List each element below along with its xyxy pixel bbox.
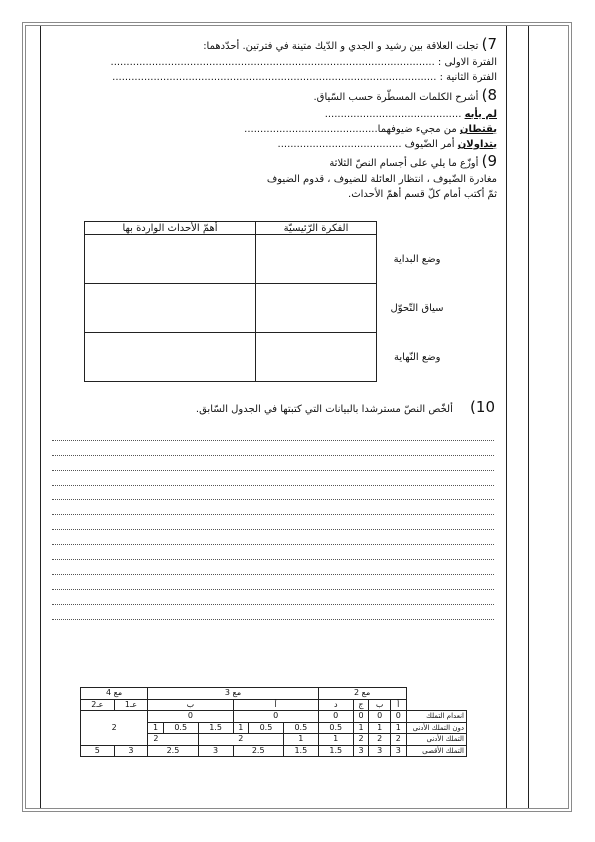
idea-cell[interactable] xyxy=(256,333,377,382)
grade-cell: 2.5 xyxy=(148,745,198,757)
grade-cell: 0 xyxy=(233,711,318,723)
q7-prompt xyxy=(203,35,497,53)
grade-cell: 0.5 xyxy=(249,722,284,734)
sub-label: د xyxy=(318,699,353,711)
q9-line-3: ثمّ أكتب أمام كلّ قسم أهمّ الأحداث. xyxy=(348,189,497,200)
grading-table xyxy=(80,687,467,757)
q8-word-2: يقتطان xyxy=(459,124,497,135)
row-label: وضع النّهاية xyxy=(394,351,441,363)
grade-cell: 0 xyxy=(148,711,233,723)
q8-item-1[interactable] xyxy=(325,109,497,121)
events-cell[interactable] xyxy=(85,235,256,284)
grade-cell: 0.5 xyxy=(163,722,198,734)
q8-word-1: لم يأبه xyxy=(464,109,497,120)
criterion-label: التملك الأقصى xyxy=(406,745,467,757)
row-label: سياق التّحوّل xyxy=(390,302,444,314)
grade-cell: 3 xyxy=(353,745,369,757)
q9-line-2: مغادرة الضّيوف ، انتظار العائلة للضيوف ، قدوم الضيوف xyxy=(266,174,497,185)
sub-label: أ xyxy=(391,699,406,711)
grade-cell: 2 xyxy=(353,734,369,746)
table-row xyxy=(81,745,467,757)
criterion-label: انعدام التملك xyxy=(406,711,467,723)
table-row xyxy=(85,284,458,333)
q7-text: تجلت العلاقة بين رشيد و الجدي و الدّيك متينة في فترتين. أحدّدهما: xyxy=(203,41,479,52)
criterion-label: دون التملك الأدنى xyxy=(406,722,467,734)
grade-cell: 0 xyxy=(353,711,369,723)
q9-text: أوزّع ما يلي على أجسام النصّ الثلاثة xyxy=(329,158,479,169)
q10-prompt xyxy=(195,398,495,416)
grade-cell: 1 xyxy=(318,734,353,746)
q8-rest-1: ........................................... xyxy=(324,109,462,120)
table-row xyxy=(81,711,467,723)
grade-cell: 0.5 xyxy=(283,722,318,734)
grade-cell: 1 xyxy=(233,722,248,734)
q8-item-2[interactable] xyxy=(244,124,497,136)
grade-num: 3 xyxy=(391,745,406,757)
grade-cell: 1.5 xyxy=(283,745,318,757)
outer-margin-line xyxy=(528,26,529,808)
grade-cell: 0 xyxy=(318,711,353,723)
q7-line-2[interactable]: الفترة الثانية : ...................................................................................................... xyxy=(112,72,497,83)
q9-prompt xyxy=(329,152,497,170)
grade-cell: 3 xyxy=(198,745,233,757)
idea-cell[interactable] xyxy=(256,235,377,284)
grade-cell: 0 xyxy=(369,711,391,723)
q8-rest-3: أمر الضّيوف ....................................... xyxy=(277,139,455,150)
q7-line-1[interactable]: الفترة الاولى : ...................................................................................................... xyxy=(110,57,497,68)
col-events: أهمّ الأحداث الواردة بها xyxy=(85,222,256,235)
col-idea: الفكرة الرّئيسيّة xyxy=(256,222,377,235)
group-label: مع 2 xyxy=(318,688,406,700)
group-label: مع 3 xyxy=(148,688,319,700)
grade-cell: 1 xyxy=(283,734,318,746)
right-margin-line xyxy=(506,26,507,808)
table-row xyxy=(85,333,458,382)
grade-cell: 2.5 xyxy=(233,745,283,757)
group-label: مع 4 xyxy=(81,688,148,700)
sub-label: ب xyxy=(369,699,391,711)
corner-empty xyxy=(377,222,458,235)
grade-cell: 3 xyxy=(114,745,148,757)
idea-cell[interactable] xyxy=(256,284,377,333)
summary-lines[interactable] xyxy=(52,426,494,620)
grade-num: 0 xyxy=(391,711,406,723)
q9-number: 9) xyxy=(481,152,497,170)
grade-cell: 0.5 xyxy=(318,722,353,734)
grade-cell: 2 xyxy=(369,734,391,746)
grade-cell: 5 xyxy=(81,745,115,757)
sub-label: عـ2 xyxy=(81,699,115,711)
q8-rest-2: من مجيء ضيوفهما.......................................... xyxy=(244,124,457,135)
q8-word-3: يتداولان xyxy=(457,139,497,150)
criterion-label: التملك الأدنى xyxy=(406,734,467,746)
sub-label: ج xyxy=(353,699,369,711)
q10-number: 10) xyxy=(470,398,495,416)
grade-cell: 3 xyxy=(369,745,391,757)
q7-number: 7) xyxy=(481,35,497,53)
q10-text: ألخّص النصّ مسترشدا بالبيانات التي كتبتها في الجدول السّابق. xyxy=(195,404,453,415)
grade-cell: 2 xyxy=(81,711,148,746)
grade-cell: 1.5 xyxy=(318,745,353,757)
table-row xyxy=(85,235,458,284)
events-cell[interactable] xyxy=(85,333,256,382)
grade-cell: 2 xyxy=(114,734,198,746)
grade-cell: 2 xyxy=(198,734,283,746)
sub-label: عـ1 xyxy=(114,699,148,711)
sub-label: أ xyxy=(233,699,318,711)
events-cell[interactable] xyxy=(85,284,256,333)
grade-num: 1 xyxy=(391,722,406,734)
left-margin-line xyxy=(40,26,41,808)
table-row xyxy=(81,734,467,746)
grade-cell: 1.5 xyxy=(198,722,233,734)
grade-num: 2 xyxy=(391,734,406,746)
q8-text: أشرح الكلمات المسطّرة حسب السّياق. xyxy=(313,92,479,103)
grade-cell: 1 xyxy=(148,722,163,734)
grade-cell: 1 xyxy=(369,722,391,734)
sub-label: ب xyxy=(148,699,233,711)
events-table xyxy=(84,221,458,382)
row-label: وضع البداية xyxy=(393,253,441,265)
q8-prompt xyxy=(313,86,498,104)
q8-number: 8) xyxy=(481,86,497,104)
q8-item-3[interactable] xyxy=(278,139,497,151)
grade-cell: 1 xyxy=(353,722,369,734)
